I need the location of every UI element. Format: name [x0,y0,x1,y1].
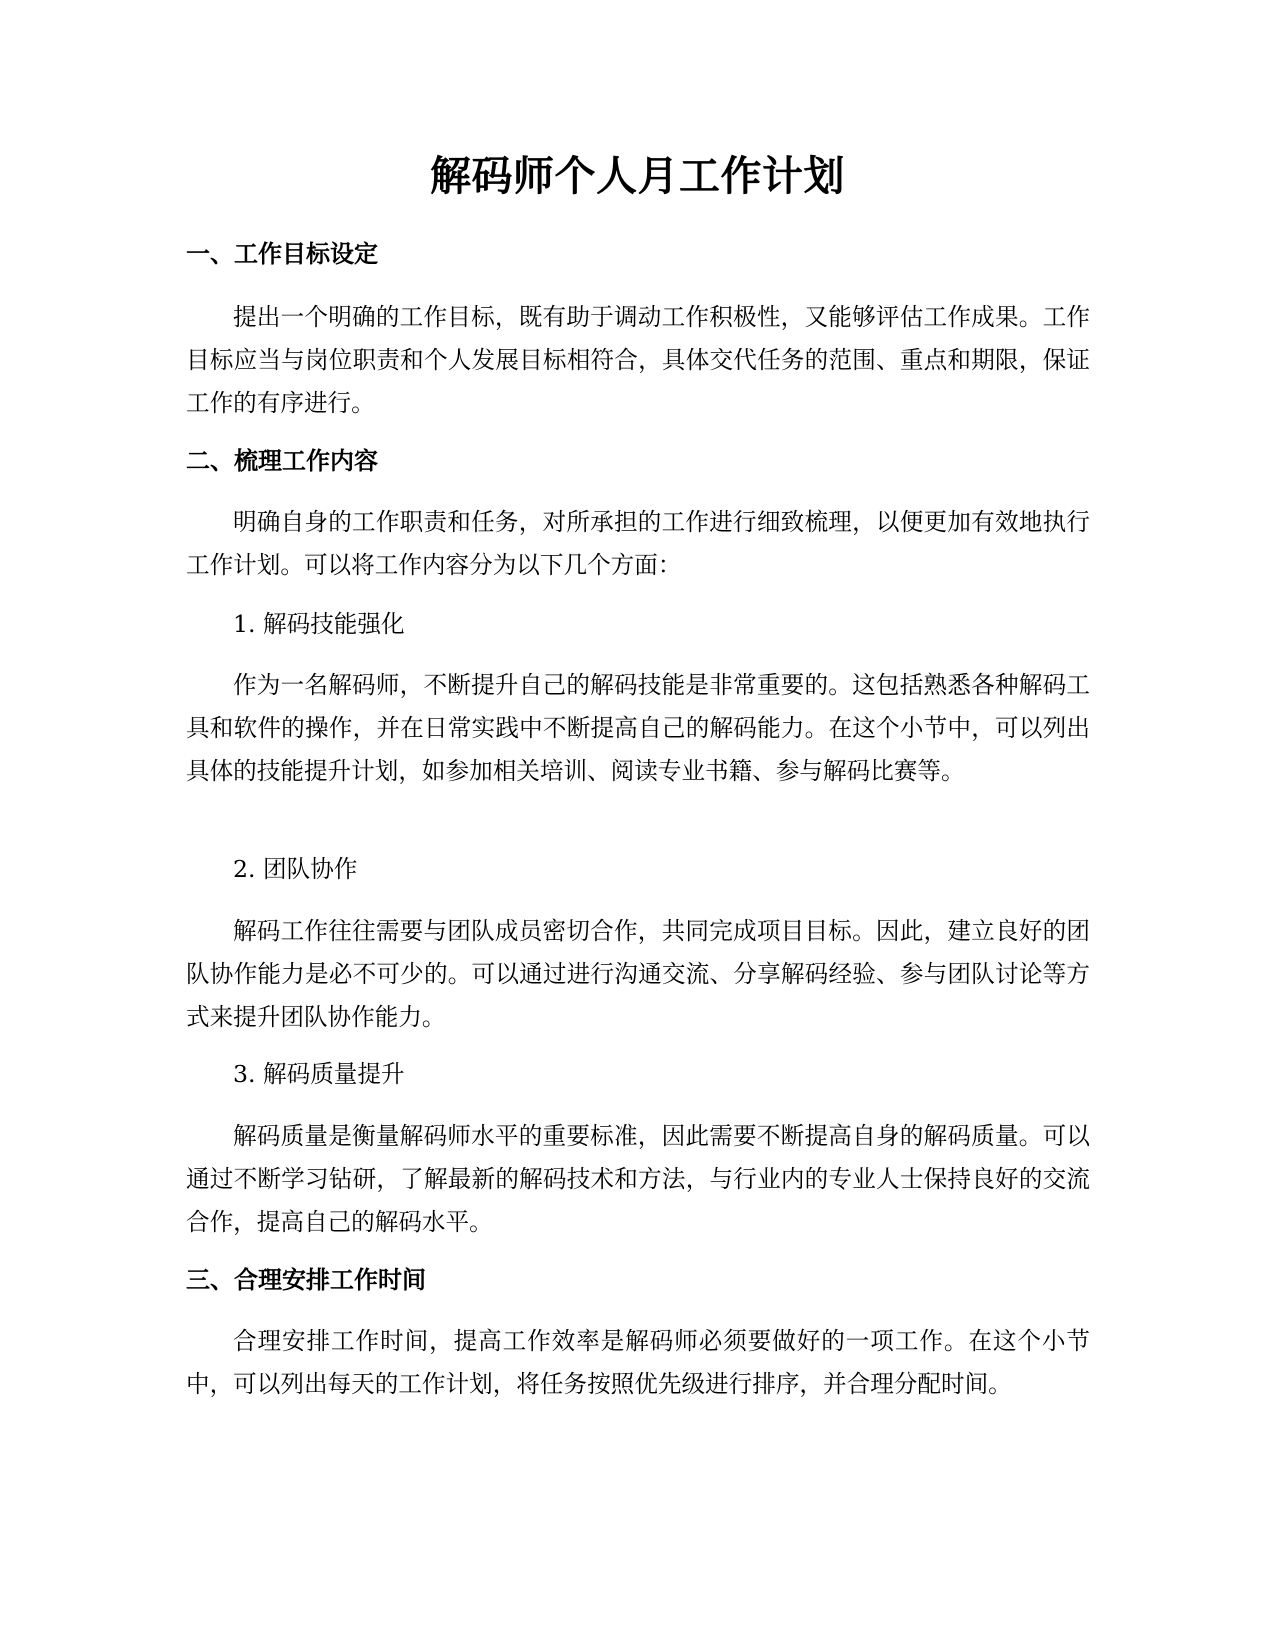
section-heading-time: 三、合理安排工作时间 [186,1266,426,1294]
list-item-label-teamwork: 2. 团队协作 [233,855,358,883]
paragraph-skills: 作为一名解码师，不断提升自己的解码技能是非常重要的。这包括熟悉各种解码工具和软件的操作，并在日常实践中不断提高自己的解码能力。在这个小节中，可以列出具体的技能提升计划，如参加相关培训、阅读专业书籍、参与解码比赛等。 [186,671,1090,785]
document-title: 解码师个人月工作计划 [430,152,845,200]
paragraph-quality: 解码质量是衡量解码师水平的重要标准，因此需要不断提高自身的解码质量。可以通过不断学习钻研，了解最新的解码技术和方法，与行业内的专业人士保持良好的交流合作，提高自己的解码水平。 [186,1122,1090,1236]
paragraph-work-content-intro: 明确自身的工作职责和任务，对所承担的工作进行细致梳理，以便更加有效地执行工作计划。可以将工作内容分为以下几个方面： [186,508,1090,579]
list-item-label-skills: 1. 解码技能强化 [233,610,405,638]
section-heading-goals: 一、工作目标设定 [186,240,378,268]
paragraph-time: 合理安排工作时间，提高工作效率是解码师必须要做好的一项工作。在这个小节中，可以列出每天的工作计划，将任务按照优先级进行排序，并合理分配时间。 [186,1327,1090,1398]
list-item-label-quality: 3. 解码质量提升 [233,1060,405,1088]
section-heading-work-content: 二、梳理工作内容 [186,447,378,475]
paragraph-goals: 提出一个明确的工作目标，既有助于调动工作积极性，又能够评估工作成果。工作目标应当与岗位职责和个人发展目标相符合，具体交代任务的范围、重点和期限，保证工作的有序进行。 [186,303,1090,417]
paragraph-teamwork: 解码工作往往需要与团队成员密切合作，共同完成项目目标。因此，建立良好的团队协作能力是必不可少的。可以通过进行沟通交流、分享解码经验、参与团队讨论等方式来提升团队协作能力。 [186,917,1090,1031]
